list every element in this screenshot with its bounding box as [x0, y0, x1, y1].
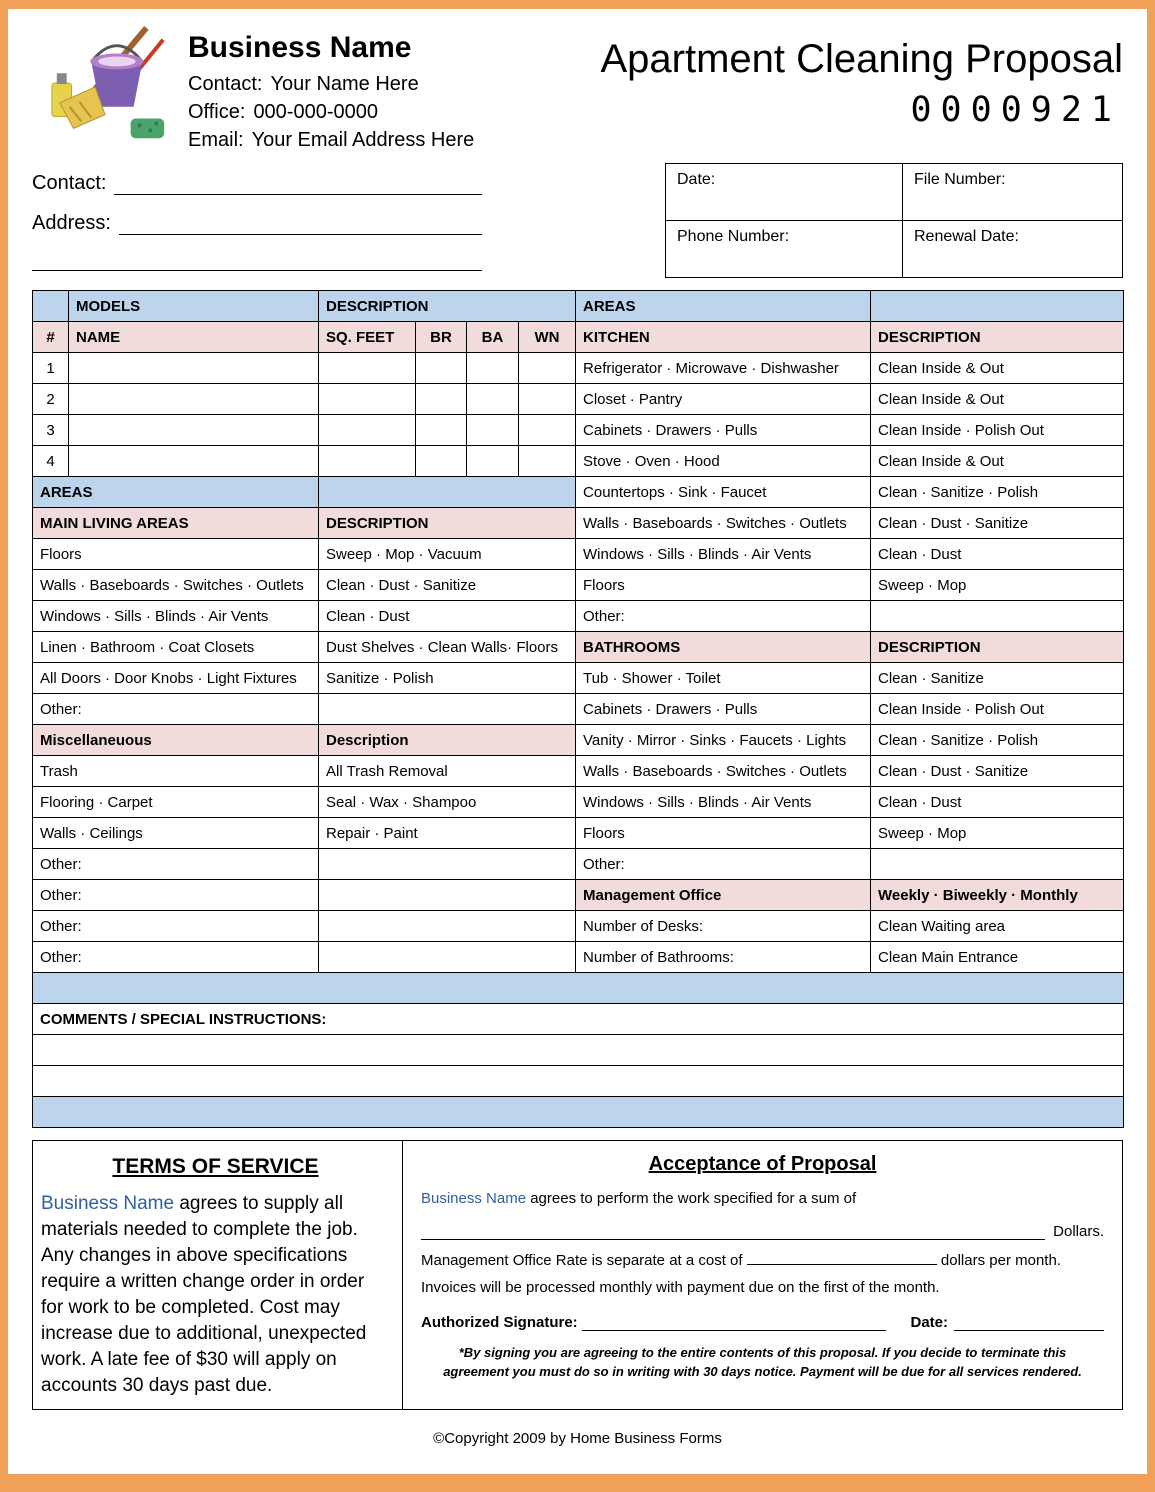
- table-cell: Vanity · Mirror · Sinks · Faucets · Lights: [576, 725, 871, 756]
- contact-info-row: [32, 163, 1123, 278]
- table-cell: Management Office: [576, 880, 871, 911]
- table-row: [33, 539, 1124, 570]
- dollars-label: Dollars.: [1053, 1223, 1104, 1240]
- table-row: [33, 818, 1124, 849]
- document-header: [32, 23, 1123, 157]
- office-label: Office:: [188, 101, 246, 123]
- date-label: Date:: [677, 171, 716, 188]
- table-cell: [33, 973, 1124, 1004]
- table-row: [33, 663, 1124, 694]
- table-cell: Clean · Dust: [871, 539, 1124, 570]
- table-cell: [871, 601, 1124, 632]
- table-cell: DESCRIPTION: [319, 508, 576, 539]
- table-cell: Clean · Sanitize: [871, 663, 1124, 694]
- comments-title: COMMENTS / SPECIAL INSTRUCTIONS:: [33, 1004, 1124, 1035]
- table-cell: AREAS: [33, 477, 319, 508]
- table-cell: [519, 446, 576, 477]
- table-row: [33, 601, 1124, 632]
- cost-blank-line: [747, 1253, 937, 1265]
- table-cell: [467, 353, 519, 384]
- table-row: [33, 787, 1124, 818]
- proposal-number: 0000921: [910, 90, 1121, 130]
- table-cell: Description: [319, 725, 576, 756]
- table-cell: [319, 353, 416, 384]
- table-cell: Other:: [33, 880, 319, 911]
- table-cell: [69, 353, 319, 384]
- table-cell: BR: [416, 322, 467, 353]
- table-cell: Repair · Paint: [319, 818, 576, 849]
- acceptance-line-1-rest: agrees to perform the work specified for a sum of: [526, 1190, 857, 1207]
- table-row: [33, 291, 1124, 322]
- table-cell: AREAS: [576, 291, 871, 322]
- document-title: Apartment Cleaning Proposal: [600, 37, 1123, 81]
- address-blank-line-2: [32, 251, 482, 271]
- table-cell: Walls · Ceilings: [33, 818, 319, 849]
- signature-blank-line: [582, 1319, 887, 1331]
- table-cell: [467, 446, 519, 477]
- contact-blank-line: [114, 171, 482, 195]
- table-cell: [416, 415, 467, 446]
- table-cell: SQ. FEET: [319, 322, 416, 353]
- table-cell: Miscellaneuous: [33, 725, 319, 756]
- table-cell: KITCHEN: [576, 322, 871, 353]
- table-cell: Floors: [33, 539, 319, 570]
- copyright-line: ©Copyright 2009 by Home Business Forms: [433, 1430, 722, 1447]
- table-cell: All Doors · Door Knobs · Light Fixtures: [33, 663, 319, 694]
- table-cell: [416, 384, 467, 415]
- table-cell: MODELS: [69, 291, 319, 322]
- table-cell: [319, 849, 576, 880]
- table-cell: [33, 1035, 1124, 1066]
- table-cell: Other:: [576, 601, 871, 632]
- renewal-date-field: [903, 221, 1122, 277]
- table-cell: Flooring · Carpet: [33, 787, 319, 818]
- file-number-label: File Number:: [914, 171, 1006, 188]
- address-blank-line: [119, 211, 482, 235]
- dollars-row: [421, 1223, 1104, 1240]
- table-cell: MAIN LIVING AREAS: [33, 508, 319, 539]
- email-value: Your Email Address Here: [251, 129, 475, 151]
- table-cell: [33, 1066, 1124, 1097]
- table-cell: Clean Inside · Polish Out: [871, 694, 1124, 725]
- table-cell: Other:: [33, 942, 319, 973]
- table-cell: Clean · Dust: [319, 601, 576, 632]
- terms-text: [41, 1191, 390, 1399]
- table-cell: Clean Inside & Out: [871, 353, 1124, 384]
- table-cell: Windows · Sills · Blinds · Air Vents: [33, 601, 319, 632]
- table-cell: Seal · Wax · Shampoo: [319, 787, 576, 818]
- table-cell: Linen · Bathroom · Coat Closets: [33, 632, 319, 663]
- fine-print: *By signing you are agreeing to the entire contents of this proposal. If you decide to terminate this agreement you must do so in writing with 30 days notice. Payment will be due for all services rendered.: [443, 1345, 1082, 1379]
- phone-number-field: [666, 221, 903, 277]
- acceptance-title: Acceptance of Proposal: [648, 1153, 877, 1175]
- table-row: [33, 725, 1124, 756]
- table-cell: [319, 477, 576, 508]
- info-box: [665, 163, 1123, 278]
- table-row: [33, 632, 1124, 663]
- table-cell: Other:: [33, 849, 319, 880]
- table-cell: [319, 911, 576, 942]
- table-row: [33, 756, 1124, 787]
- table-cell: #: [33, 322, 69, 353]
- table-cell: Clean · Dust · Sanitize: [871, 756, 1124, 787]
- title-block: [600, 23, 1123, 130]
- contact-value: Your Name Here: [270, 73, 419, 95]
- terms-business-name: Business Name: [41, 1193, 175, 1214]
- table-cell: Tub · Shower · Toilet: [576, 663, 871, 694]
- table-cell: Countertops · Sink · Faucet: [576, 477, 871, 508]
- table-cell: [319, 415, 416, 446]
- table-cell: 3: [33, 415, 69, 446]
- table-cell: Clean · Dust · Sanitize: [319, 570, 576, 601]
- table-cell: Sweep · Mop: [871, 818, 1124, 849]
- table-cell: [319, 880, 576, 911]
- table-row: [33, 570, 1124, 601]
- table-cell: Other:: [33, 694, 319, 725]
- date-blank-line: [954, 1319, 1104, 1331]
- table-cell: [33, 1097, 1124, 1128]
- table-cell: Walls · Baseboards · Switches · Outlets: [33, 570, 319, 601]
- invoices-line: Invoices will be processed monthly with payment due on the first of the month.: [421, 1279, 940, 1296]
- acceptance-business-name: Business Name: [421, 1190, 527, 1207]
- table-cell: Number of Desks:: [576, 911, 871, 942]
- table-cell: [69, 384, 319, 415]
- table-cell: Trash: [33, 756, 319, 787]
- table-cell: [416, 446, 467, 477]
- table-cell: [319, 446, 416, 477]
- acceptance-line-1: [421, 1190, 1104, 1207]
- table-row: [33, 942, 1124, 973]
- business-email-line: [188, 129, 474, 152]
- table-cell: [871, 291, 1124, 322]
- file-number-field: [903, 164, 1122, 221]
- table-cell: Weekly · Biweekly · Monthly: [871, 880, 1124, 911]
- contact-field: [32, 171, 482, 195]
- table-cell: Windows · Sills · Blinds · Air Vents: [576, 787, 871, 818]
- table-row: [33, 446, 1124, 477]
- table-cell: Dust Shelves · Clean Walls· Floors: [319, 632, 576, 663]
- signature-row: [421, 1314, 1104, 1331]
- table-row: [33, 322, 1124, 353]
- table-row: [33, 911, 1124, 942]
- cost-line: [421, 1252, 1104, 1269]
- business-info: [188, 23, 474, 157]
- table-cell: Refrigerator · Microwave · Dishwasher: [576, 353, 871, 384]
- table-cell: [319, 694, 576, 725]
- renewal-date-label: Renewal Date:: [914, 228, 1019, 245]
- table-cell: Other:: [33, 911, 319, 942]
- table-cell: [467, 415, 519, 446]
- table-cell: 1: [33, 353, 69, 384]
- address-field-label: Address:: [32, 212, 111, 234]
- table-row: [33, 1066, 1124, 1097]
- bottom-section: [32, 1140, 1123, 1410]
- signature-label: Authorized Signature:: [421, 1314, 578, 1331]
- table-cell: Clean · Dust · Sanitize: [871, 508, 1124, 539]
- table-cell: BATHROOMS: [576, 632, 871, 663]
- table-row: [33, 973, 1124, 1004]
- table-cell: Cabinets · Drawers · Pulls: [576, 694, 871, 725]
- table-row: [33, 1035, 1124, 1066]
- table-cell: Sanitize · Polish: [319, 663, 576, 694]
- contact-field-label: Contact:: [32, 172, 107, 194]
- terms-title: TERMS OF SERVICE: [112, 1155, 319, 1178]
- main-table: [32, 290, 1124, 1128]
- contact-fields: [32, 163, 482, 278]
- table-cell: Closet · Pantry: [576, 384, 871, 415]
- acceptance-section: [403, 1141, 1122, 1409]
- table-cell: All Trash Removal: [319, 756, 576, 787]
- table-row: [33, 477, 1124, 508]
- table-row: [33, 415, 1124, 446]
- table-cell: Clean · Sanitize · Polish: [871, 725, 1124, 756]
- cleaning-supplies-icon: [44, 23, 172, 155]
- table-cell: [467, 384, 519, 415]
- table-cell: [519, 415, 576, 446]
- table-cell: [416, 353, 467, 384]
- date-field: [666, 164, 903, 221]
- contact-label: Contact:: [188, 73, 263, 95]
- table-row: [33, 508, 1124, 539]
- table-cell: [319, 384, 416, 415]
- email-label: Email:: [188, 129, 244, 151]
- table-cell: Cabinets · Drawers · Pulls: [576, 415, 871, 446]
- cost-line-pre: Management Office Rate is separate at a cost of: [421, 1252, 743, 1269]
- table-cell: Windows · Sills · Blinds · Air Vents: [576, 539, 871, 570]
- table-row: [33, 880, 1124, 911]
- table-cell: [519, 353, 576, 384]
- table-cell: Other:: [576, 849, 871, 880]
- table-row: [33, 849, 1124, 880]
- table-cell: Number of Bathrooms:: [576, 942, 871, 973]
- business-contact-line: [188, 73, 474, 96]
- office-value: 000-000-0000: [253, 101, 378, 123]
- table-row: [33, 1097, 1124, 1128]
- table-cell: Floors: [576, 818, 871, 849]
- table-cell: [319, 942, 576, 973]
- table-cell: 4: [33, 446, 69, 477]
- table-cell: [871, 849, 1124, 880]
- table-row: [33, 384, 1124, 415]
- table-cell: Clean Inside · Polish Out: [871, 415, 1124, 446]
- table-cell: Clean Inside & Out: [871, 384, 1124, 415]
- table-cell: Walls · Baseboards · Switches · Outlets: [576, 508, 871, 539]
- cost-line-post: dollars per month.: [940, 1252, 1061, 1269]
- document-page: [8, 9, 1147, 1474]
- business-name: Business Name: [188, 31, 412, 64]
- table-cell: 2: [33, 384, 69, 415]
- table-cell: BA: [467, 322, 519, 353]
- signature-date-label: Date:: [910, 1314, 948, 1331]
- table-cell: NAME: [69, 322, 319, 353]
- table-cell: [33, 291, 69, 322]
- table-cell: Clean · Dust: [871, 787, 1124, 818]
- phone-number-label: Phone Number:: [677, 228, 790, 245]
- table-cell: Stove · Oven · Hood: [576, 446, 871, 477]
- table-cell: [519, 384, 576, 415]
- terms-body: agrees to supply all materials needed to complete the job. Any changes in above specifications require a written change order in order for work to be completed. Cost may increase due to additional, unexpected work. A late fee of $30 will apply on accounts 30 days past due.: [41, 1193, 367, 1396]
- table-row: [33, 353, 1124, 384]
- table-cell: DESCRIPTION: [319, 291, 576, 322]
- terms-section: [33, 1141, 403, 1409]
- table-cell: Walls · Baseboards · Switches · Outlets: [576, 756, 871, 787]
- table-row: [33, 1004, 1124, 1035]
- table-cell: Clean Waiting area: [871, 911, 1124, 942]
- business-office-line: [188, 101, 474, 124]
- main-table-body: [33, 291, 1124, 1128]
- table-row: [33, 694, 1124, 725]
- table-cell: [69, 446, 319, 477]
- table-cell: WN: [519, 322, 576, 353]
- table-cell: [69, 415, 319, 446]
- table-cell: DESCRIPTION: [871, 322, 1124, 353]
- table-cell: Sweep · Mop: [871, 570, 1124, 601]
- address-field: [32, 211, 482, 235]
- table-cell: Floors: [576, 570, 871, 601]
- table-cell: DESCRIPTION: [871, 632, 1124, 663]
- table-cell: Clean Main Entrance: [871, 942, 1124, 973]
- table-cell: Clean · Sanitize · Polish: [871, 477, 1124, 508]
- dollars-blank-line: [421, 1226, 1045, 1240]
- table-cell: Clean Inside & Out: [871, 446, 1124, 477]
- table-cell: Sweep · Mop · Vacuum: [319, 539, 576, 570]
